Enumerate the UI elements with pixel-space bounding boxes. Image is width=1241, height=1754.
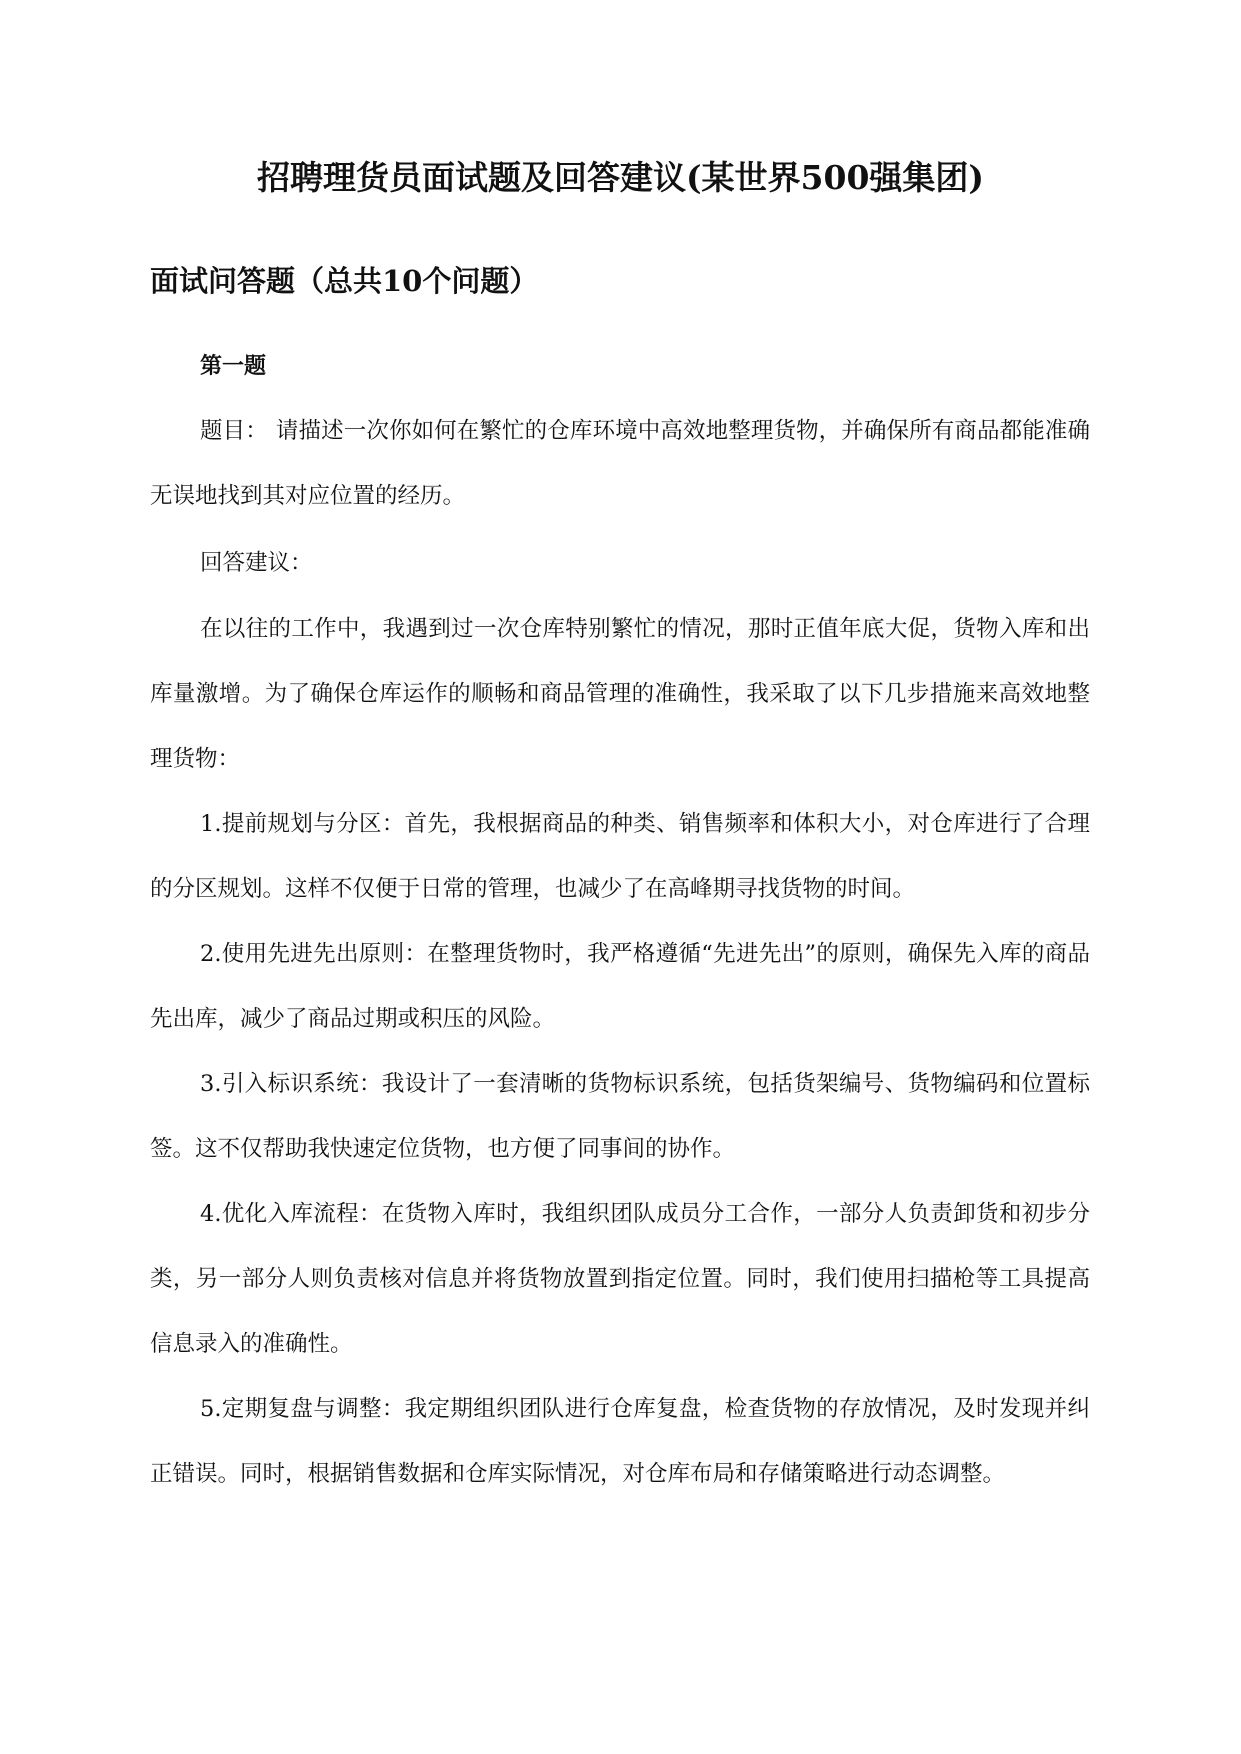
- answer-item-5: 5.定期复盘与调整：我定期组织团队进行仓库复盘，检查货物的存放情况，及时发现并纠正错误。同时，根据销售数据和仓库实际情况，对仓库布局和存储策略进行动态调整。: [150, 1396, 1090, 1487]
- answer-item-2: 2.使用先进先出原则：在整理货物时，我严格遵循“先进先出”的原则，确保先入库的商品先出库，减少了商品过期或积压的风险。: [150, 941, 1090, 1032]
- document-title: 招聘理货员面试题及回答建议(某世界500强集团): [256, 158, 985, 197]
- question-text: 请描述一次你如何在繁忙的仓库环境中高效地整理货物，并确保所有商品都能准确无误地找到其对应位置的经历。: [150, 418, 1090, 509]
- question-prefix: 题目：: [200, 418, 268, 444]
- answer-item-4: 4.优化入库流程：在货物入库时，我组织团队成员分工合作，一部分人负责卸货和初步分类，另一部分人则负责核对信息并将货物放置到指定位置。同时，我们使用扫描枪等工具提高信息录入的准确性。: [150, 1201, 1090, 1357]
- question-paragraph: [150, 399, 1090, 529]
- section-heading: 面试问答题（总共10个问题）: [150, 264, 539, 298]
- answer-label: 回答建议：: [200, 550, 313, 576]
- answer-item-3: 3.引入标识系统：我设计了一套清晰的货物标识系统，包括货架编号、货物编码和位置标签。这不仅帮助我快速定位货物，也方便了同事间的协作。: [150, 1071, 1090, 1162]
- answer-intro-paragraph: 在以往的工作中，我遇到过一次仓库特别繁忙的情况，那时正值年底大促，货物入库和出库量激增。为了确保仓库运作的顺畅和商品管理的准确性，我采取了以下几步措施来高效地整理货物：: [150, 616, 1090, 772]
- question-label: 第一题: [200, 353, 267, 379]
- answer-item-1: 1.提前规划与分区：首先，我根据商品的种类、销售频率和体积大小，对仓库进行了合理的分区规划。这样不仅便于日常的管理，也减少了在高峰期寻找货物的时间。: [150, 811, 1090, 902]
